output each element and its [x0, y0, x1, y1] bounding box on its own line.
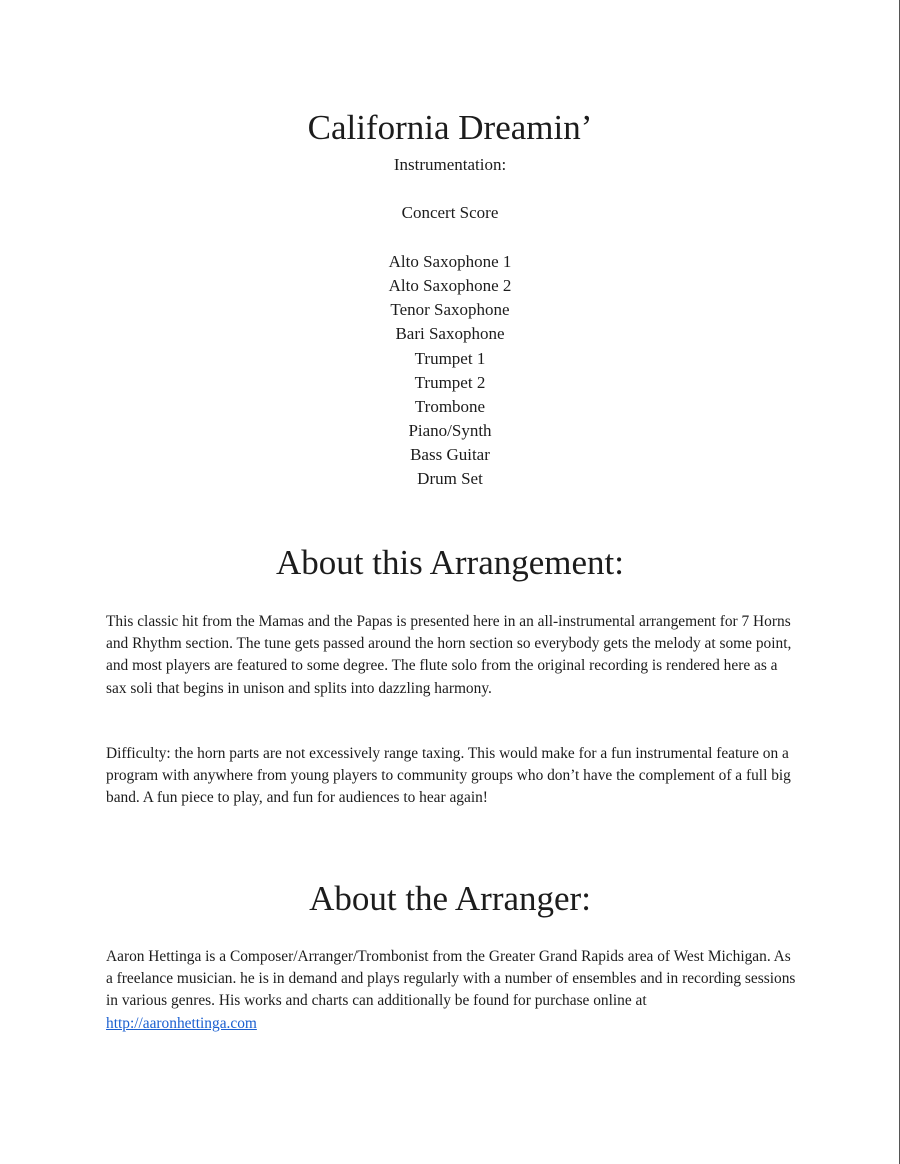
instrument-item: Tenor Saxophone: [390, 300, 510, 320]
arrangement-description: This classic hit from the Mamas and the Papas is presented here in an all-instrumental arrangement for 7 Horns and Rhythm section. The tune gets passed around the horn section so everybody gets the melody at some point, and most players are featured to some degree. The flute solo from the original recording is rendered here as a sax soli that begins in unison and splits into dazzling harmony.: [106, 613, 792, 697]
page-title: California Dreamin’: [307, 108, 593, 147]
arranger-website-link[interactable]: http://aaronhettinga.com: [106, 1014, 257, 1032]
blank-line: [0, 226, 900, 250]
arranger-bio: [106, 946, 800, 1035]
instrumentation-heading: Instrumentation:: [393, 155, 507, 174]
about-arranger-heading: About the Arranger:: [309, 879, 591, 918]
instrument-item: Trumpet 1: [414, 348, 486, 368]
instrumentation-list: [0, 153, 900, 492]
concert-score-label: Concert Score: [401, 203, 499, 223]
instrument-item: Alto Saxophone 1: [388, 251, 512, 271]
difficulty-description: Difficulty: the horn parts are not excessively range taxing. This would make for a fun instrumental feature on a program with anywhere from young players to community groups who don’t have the complement of a full big band. A fun piece to play, and fun for audiences to hear again!: [106, 745, 791, 807]
blank-line: [0, 177, 900, 201]
instrument-item: Bari Saxophone: [395, 324, 505, 344]
instrument-item: Bass Guitar: [410, 445, 490, 465]
about-arrangement-heading: About this Arrangement:: [275, 543, 624, 582]
arranger-bio-text: Aaron Hettinga is a Composer/Arranger/Trombonist from the Greater Grand Rapids area of West Michigan. As a freelance musician. he is in demand and plays regularly with a number of ensembles and in recording sessions in various genres. His works and charts can additionally be found for purchase online at: [106, 948, 796, 1010]
instrument-item: Drum Set: [417, 469, 483, 489]
instrument-item: Trumpet 2: [414, 372, 486, 392]
instrument-item: Alto Saxophone 2: [388, 275, 512, 295]
instrument-item: Trombone: [414, 396, 486, 416]
instrument-item: Piano/Synth: [408, 421, 492, 441]
